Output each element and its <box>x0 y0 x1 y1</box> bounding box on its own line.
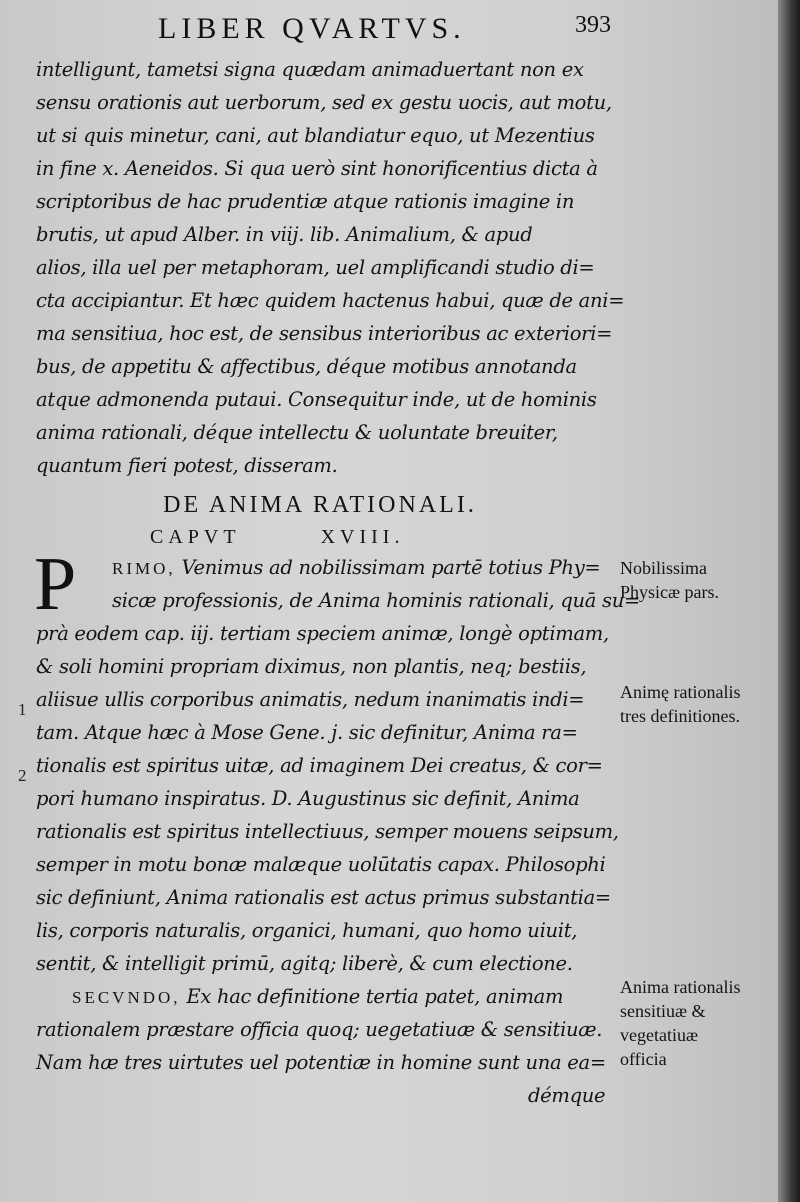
text-line: & soli homini propriam diximus, non plantis, neq; bestiis, <box>36 655 587 678</box>
text-line: tionalis est spiritus uitæ, ad imaginem Dei creatus, & cor= <box>36 754 603 777</box>
text-line: bus, de appetitu & affectibus, déque motibus annotanda <box>36 355 577 378</box>
chapter-number: XVIII. <box>320 526 405 548</box>
text-line: cta accipiantur. Et hæc quidem hactenus habui, quæ de ani= <box>36 289 625 312</box>
side-note-officia: Anima rationalis sensitiuæ & vegetatiuæ officia <box>620 977 741 1069</box>
text-line-first-rest: Venimus ad nobilissimam partē totius Phy= <box>175 556 601 579</box>
folio-number: 393 <box>575 12 611 38</box>
chapter-heading <box>150 526 550 549</box>
text-line: pori humano inspiratus. D. Augustinus sic definit, Anima <box>36 787 580 810</box>
text-line: rationalis est spiritus intellectiuus, semper mouens seipsum, <box>36 820 619 843</box>
catchword: démque <box>528 1084 606 1107</box>
margin-numeral: 2 <box>18 766 27 785</box>
text-line: in fine x. Aeneidos. Si qua uerò sint honorificentius dicta à <box>36 157 598 180</box>
page-edge-shadow <box>778 0 800 1202</box>
lead-word-secundo: SECVNDO, <box>72 988 181 1007</box>
running-title: LIBER QVARTVS. <box>158 12 466 45</box>
drop-capital: P <box>34 542 77 626</box>
text-line: scriptoribus de hac prudentiæ atque rationis imagine in <box>36 190 575 213</box>
text-line: atque admonenda putaui. Consequitur inde, ut de hominis <box>36 388 597 411</box>
section-heading: DE ANIMA RATIONALI. <box>163 492 477 518</box>
side-note-nobilissima: Nobilissima Physicæ pars. <box>620 558 719 602</box>
text-line: lis, corporis naturalis, organici, humani, quo homo uiuit, <box>36 919 578 942</box>
text-line: alios, illa uel per metaphoram, uel amplificandi studio di= <box>36 256 595 279</box>
text-line: ut si quis minetur, cani, aut blandiatur equo, ut Mezentius <box>36 124 595 147</box>
text-line: sic definiunt, Anima rationalis est actus primus substantia= <box>36 886 611 909</box>
text-line: ma sensitiua, hoc est, de sensibus interioribus ac exteriori= <box>36 322 613 345</box>
text-line-secundo-rest: Ex hac definitione tertia patet, animam <box>180 985 564 1008</box>
show-through-top <box>622 40 772 100</box>
text-line: sensu orationis aut uerborum, sed ex gestu uocis, aut motu, <box>36 91 612 114</box>
text-line: aliisue ullis corporibus animatis, nedum inanimatis indi= <box>36 688 585 711</box>
side-note-definitiones: Animę rationalis tres definitiones. <box>620 682 741 726</box>
margin-numeral: 1 <box>18 700 27 719</box>
text-line-secundo <box>72 985 616 1008</box>
lead-word-primo: RIMO, <box>112 559 176 578</box>
text-line: quantum fieri potest, disseram. <box>36 454 338 477</box>
text-line: prà eodem cap. iij. tertiam speciem animæ, longè optimam, <box>36 622 609 645</box>
text-line: sentit, & intelligit primū, agitq; liberè, & cum electione. <box>36 952 573 975</box>
text-line: semper in motu bonæ malæque uolūtatis capax. Philosophi <box>36 853 606 876</box>
text-line: anima rationali, déque intellectu & uoluntate breuiter, <box>36 421 558 444</box>
text-line: Nam hæ tres uirtutes uel potentiæ in homine sunt una ea= <box>36 1051 606 1074</box>
text-line: tam. Atque hæc à Mose Gene. j. sic definitur, Anima ra= <box>36 721 578 744</box>
text-line: sicæ professionis, de Anima hominis rationali, quā su= <box>112 589 641 612</box>
text-line: brutis, ut apud Alber. in viij. lib. Animalium, & apud <box>36 223 533 246</box>
text-line: intelligunt, tametsi signa quædam animaduertant non ex <box>36 58 584 81</box>
text-line-first <box>112 556 616 579</box>
chapter-word: CAPVT <box>150 526 241 548</box>
text-line: rationalem præstare officia quoq; uegetatiuæ & sensitiuæ. <box>36 1018 603 1041</box>
